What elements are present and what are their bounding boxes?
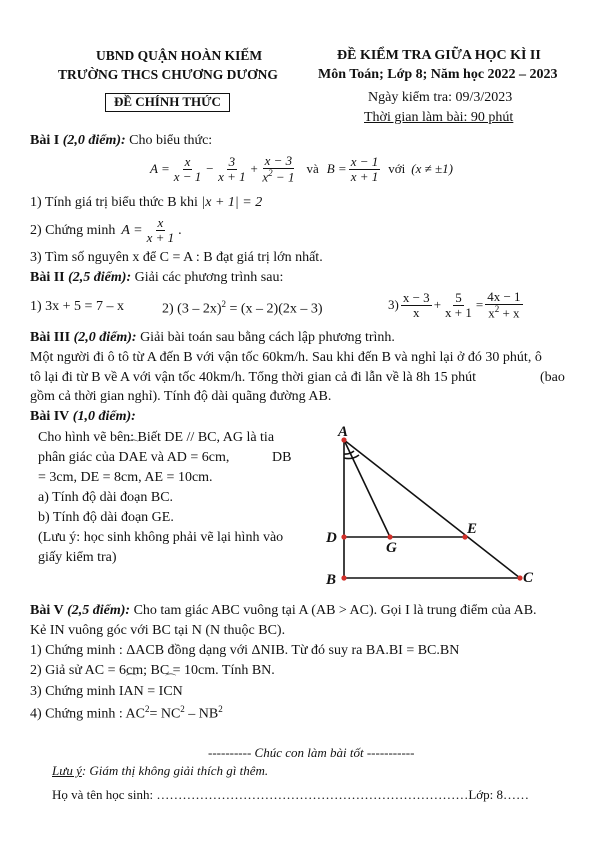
bai4-heading: Bài IV (1,0 điểm):: [30, 409, 136, 424]
bai2-eq1: 1) 3x + 5 = 7 – x: [30, 299, 124, 314]
side-ac: [344, 440, 520, 578]
triangle-figure: [320, 424, 550, 592]
bai1-heading: [30, 133, 212, 149]
bai1-q3: 3) Tìm số nguyên x để C = A : B đạt giá trị lớn nhất.: [30, 250, 323, 265]
bai5-q2: 2) Giả sử AC = 6cm; BC = 10cm. Tính BN.: [30, 663, 275, 678]
bai4-line3: = 3cm, DE = 8cm, AE = 10cm.: [38, 470, 213, 485]
bai4-q-b: b) Tính độ dài đoạn GE.: [38, 510, 174, 525]
bai4-line2: phân giác của ⌒ DAE và AD = 6cm,: [38, 450, 229, 466]
bai3-line2: tô lại đi từ B về A với vận tốc 40km/h. Tổng thời gian cả đi lẫn về là 8h 15 phút: [30, 370, 476, 385]
bai5-line2: Kẻ IN vuông góc với BC tại N (N thuộc BC).: [30, 623, 286, 638]
label-g: G: [386, 540, 397, 556]
bai3-line2-end: (bao: [540, 370, 565, 385]
bai2-eq2: 2) (3 – 2x)$^2$ = (x – 2)(2x – 3): [162, 299, 323, 317]
bai1-title: Bài I: [30, 133, 60, 148]
label-b: B: [326, 572, 337, 588]
bai4-note2: giấy kiểm tra): [38, 550, 117, 565]
bai1-q1: 1) Tính giá trị biểu thức B khi |x + 1| = 2: [30, 195, 263, 210]
exam-duration: Thời gian làm bài: 90 phút: [364, 110, 514, 125]
bai2-heading: Bài II (2,5 điểm): Giải các phương trình sau:: [30, 270, 284, 285]
label-e: E: [467, 521, 478, 537]
point-d: [341, 534, 346, 539]
department-name: UBND QUẬN HOÀN KIẾM: [96, 48, 263, 63]
proctor-note: Lưu ý: Giám thị không giải thích gì thêm.: [52, 763, 269, 778]
point-g: [387, 534, 392, 539]
bai3-line3: gồm cả thời gian nghỉ). Tính độ dài quãng đường AB.: [30, 389, 332, 404]
official-badge: ĐỀ CHÍNH THỨC: [105, 93, 230, 112]
bai2-eq3: 3) $\frac{x - 3}{x}$ + $\frac{5}{x + 1}$ = $\frac{4x - 1}{x^2 + x}$: [388, 289, 521, 321]
label-a: A: [338, 424, 349, 440]
bai5-q4: 4) Chứng minh : $AC^2= NC^2 - NB^2$: [30, 704, 223, 722]
bai5-heading: Bài V (2,5 điểm): Cho tam giác ABC vuông tại A (AB > AC). Gọi I là trung điểm của AB.: [30, 603, 537, 618]
bai4-q-a: a) Tính độ dài đoạn BC.: [38, 490, 174, 505]
bai4-note1: (Lưu ý: học sinh không phải vẽ lại hình vào: [38, 530, 284, 545]
school-name: TRƯỜNG THCS CHƯƠNG DƯƠNG: [58, 67, 278, 82]
bai4-line2-db: DB: [272, 450, 292, 465]
label-d: D: [326, 530, 337, 546]
closing-wish: ---------- Chúc con làm bài tốt -----------: [208, 745, 415, 760]
point-c: [517, 575, 522, 580]
bai1-q2: 2) Chứng minh A = $\frac{x}{x + 1}$ .: [30, 215, 182, 246]
bai1-score: (2,0 điểm):: [62, 133, 126, 148]
bai3-line1: Một người đi ô tô từ A đến B với vận tốc 60km/h. Sau khi đến B và nghỉ lại ở đó 30 phút, ô: [30, 350, 542, 365]
bai3-heading: Bài III (2,0 điểm): Giải bài toán sau bằng cách lập phương trình.: [30, 330, 395, 345]
bai4-line1: Cho hình vẽ bên: Biết DE // BC, AG là tia: [38, 430, 275, 445]
bai1-intro: Cho biểu thức:: [129, 133, 213, 148]
exam-subject: Môn Toán; Lớp 8; Năm học 2022 – 2023: [318, 67, 558, 82]
exam-date: Ngày kiểm tra: 09/3/2023: [368, 90, 513, 105]
label-c: C: [523, 570, 534, 586]
exam-title: ĐỀ KIỂM TRA GIỮA HỌC KÌ II: [337, 48, 541, 63]
bai5-q3: 3) Chứng minh ⌒ IAN = ⌒ ICN: [30, 684, 183, 700]
student-info-line: Họ và tên học sinh: ………………………………………………………………Lớp: 8……: [52, 787, 530, 802]
point-b: [341, 575, 346, 580]
bai5-q1: 1) Chứng minh : ΔACB đồng dạng với ΔNIB. Từ đó suy ra BA.BI = BC.BN: [30, 643, 460, 658]
bisector-ag: [344, 440, 390, 537]
expression-ab: A = $\frac{x}{x - 1}$ − $\frac{3}{x + 1}$ + $\frac{x - 3}{x^2 - 1}$ và B = $\frac{x - 1}{x + 1}$ với (x ≠ ±1): [150, 153, 453, 185]
